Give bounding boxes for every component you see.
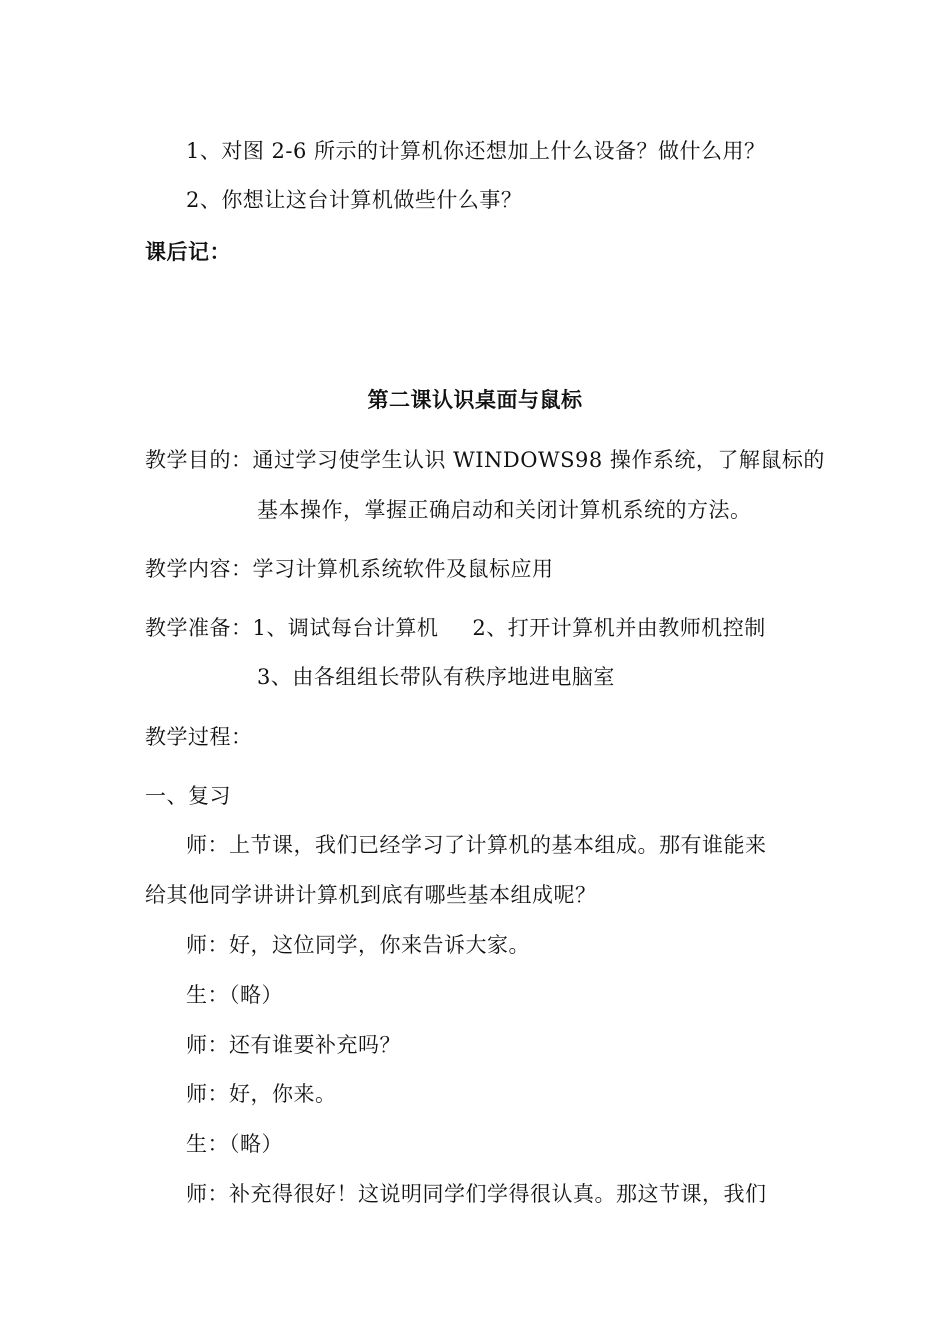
dialogue-line: 师：好，你来。 — [186, 1082, 337, 1106]
objective-line-1 — [145, 446, 825, 474]
dialogue-line: 师：还有谁要补充吗？ — [186, 1033, 401, 1057]
dialogue-line: 给其他同学讲讲计算机到底有哪些基本组成呢？ — [145, 883, 597, 907]
question-1: 1、对图 2-6 所示的计算机你还想加上什么设备？做什么用？ — [186, 139, 766, 163]
after-class-label: 课后记： — [145, 239, 231, 264]
dialogue-line: 师：补充得很好！这说明同学们学得很认真。那这节课，我们 — [186, 1182, 767, 1206]
question-2: 2、你想让这台计算机做些什么事？ — [186, 188, 523, 212]
preparation-label: 教学准备： — [145, 616, 253, 640]
objective-text-2: 基本操作，掌握正确启动和关闭计算机系统的方法。 — [257, 498, 752, 522]
preparation-item-1: 1、调试每台计算机 — [252, 616, 439, 640]
content-line — [145, 555, 554, 583]
content-text: 学习计算机系统软件及鼠标应用 — [252, 557, 554, 581]
dialogue-line: 师：好，这位同学，你来告诉大家。 — [186, 933, 530, 957]
content-label: 教学内容： — [145, 557, 253, 581]
dialogue-line: 生：（略） — [186, 983, 283, 1007]
preparation-line-1 — [145, 614, 766, 642]
objective-text-1: 通过学习使学生认识 WINDOWS98 操作系统，了解鼠标的 — [252, 448, 825, 472]
lesson-title: 第二课认识桌面与鼠标 — [367, 387, 583, 412]
dialogue-line: 师：上节课，我们已经学习了计算机的基本组成。那有谁能来 — [186, 833, 767, 857]
section-heading-review: 一、复习 — [145, 784, 231, 808]
preparation-item-2: 2、打开计算机并由教师机控制 — [472, 616, 766, 640]
objective-label: 教学目的： — [145, 448, 253, 472]
preparation-item-3: 3、由各组组长带队有秩序地进电脑室 — [257, 665, 615, 689]
process-label: 教学过程： — [145, 725, 253, 749]
dialogue-line: 生：（略） — [186, 1132, 283, 1156]
